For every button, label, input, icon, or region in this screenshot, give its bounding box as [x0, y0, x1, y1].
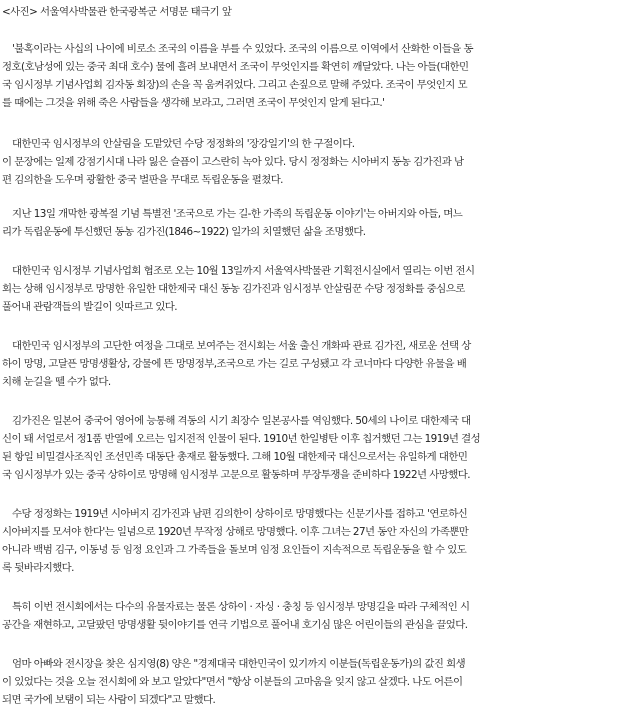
text-line: 국 임시정부가 있는 중국 상하이로 망명해 임시정부 고문으로 활동하며 무장투쟁을 준비하다 1922년 사망했다. [2, 469, 470, 481]
text-line: 김가진은 일본어 중국어 영어에 능통해 격동의 시기 최장수 일본공사를 역임했다. 50세의 나이로 대한제국 대 [12, 415, 471, 427]
text-line: 되면 국가에 보탬이 되는 사람이 되겠다"고 말했다. [2, 694, 216, 706]
text-line: 지난 13일 개막한 광복절 기념 특별전 '조국으로 가는 길-한 가족의 독립운동 이야기'는 아버지와 아들, 며느 [12, 208, 463, 220]
text-line: 수당 정정화는 1919년 시아버지 김가진과 남편 김의한이 상하이로 망명했다는 신문기사를 접하고 '연로하신 [12, 508, 468, 520]
photo-caption: <사진> 서울역사박물관 한국광복군 서명문 태극기 앞 [2, 6, 232, 18]
text-line: 편 김의한을 도우며 광활한 중국 벌판을 무대로 독립운동을 펼쳤다. [2, 174, 283, 186]
text-line: 정호(호남성에 있는 중국 최대 호수) 물에 흘려 보내면서 조국이 무엇인지를 확연히 깨달았다. 나는 아들(대한민 [2, 61, 469, 73]
text-line: 신이 돼 서얼로서 정1품 반열에 오르는 입지전적 인물이 된다. 1910년 한일병탄 이후 칩거했던 그는 1919년 결성 [2, 433, 481, 445]
paragraph [2, 135, 619, 189]
text-line: 를 때에는 그것을 위해 죽은 사람들을 생각해 보라고, 그러면 조국이 무엇인지 알게 된다고.' [2, 97, 385, 109]
paragraph [2, 337, 619, 391]
text-line: 하이 망명, 고달픈 망명생활상, 강물에 뜬 망명정부,조국으로 가는 길로 구성됐고 각 코너마다 다양한 유물을 배 [2, 358, 467, 370]
text-line: 공간을 재현하고, 고달팠던 망명생활 뒷이야기를 연극 기법으로 풀어내 호기심 많은 어린이들의 관심을 끌었다. [2, 619, 468, 631]
paragraph [2, 598, 619, 634]
text-line: 대한민국 임시정부 기념사업회 협조로 오는 10월 13일까지 서울역사박물관 기획전시실에서 열리는 이번 전시 [12, 265, 475, 277]
text-line: 엄마 아빠와 전시장을 찾은 심지영(8) 양은 "경제대국 대한민국이 있기까지 이분들(독립운동가)의 값진 희생 [12, 658, 466, 670]
text-line: 대한민국 임시정부의 고단한 여정을 그대로 보여주는 전시회는 서울 출신 개화파 관료 김가진, 새로운 선택 상 [12, 340, 471, 352]
text-line: 된 항일 비밀결사조직인 조선민족 대동단 총재로 활동했다. 그해 10월 대한제국 대신으로서는 유일하게 대한민 [2, 451, 468, 463]
text-line: 국 임시정부 기념사업회 김자동 회장)의 손을 꼭 움켜쥐었다. 그리고 손짚으로 말해 주었다. 조국이 무엇인지 모 [2, 79, 467, 91]
text-line: 리가 독립운동에 투신했던 동농 김가진(1846~1922) 일가의 치열했던 삶을 조명했다. [2, 226, 366, 238]
text-line: 아니라 백범 김구, 이동녕 등 임정 요인과 그 가족들을 돌보며 임정 요인들이 지속적으로 독립운동을 할 수 있도 [2, 544, 467, 556]
text-line: 회는 상해 임시정부로 망명한 유일한 대한제국 대신 동농 김가진과 임시정부 안살림꾼 수당 정정화를 중심으로 [2, 283, 465, 295]
text-line: 시아버지를 모셔야 한다'는 일념으로 1920년 무작정 상해로 망명했다. 이후 그녀는 27년 동안 자신의 가족뿐만 [2, 526, 469, 538]
text-line: 풀어내 관람객들의 발길이 잇따르고 있다. [2, 301, 178, 313]
paragraph [2, 505, 619, 577]
text-line: 록 뒷바라지했다. [2, 562, 74, 574]
paragraph [2, 262, 619, 316]
paragraph [2, 205, 619, 241]
text-line: 치해 눈길을 뗄 수가 없다. [2, 376, 111, 388]
text-line: 특히 이번 전시회에서는 다수의 유물자료는 물론 상하이 · 자싱 · 충칭 등 임시정부 망명길을 따라 구체적인 시 [12, 601, 470, 613]
paragraph [2, 412, 619, 484]
paragraph-quote [2, 40, 619, 112]
text-line: 이 문장에는 일제 강점기시대 나라 잃은 슬픔이 고스란히 녹아 있다. 당시 정정화는 시아버지 동농 김가진과 남 [2, 156, 464, 168]
text-line: 이 있었다는 것을 오늘 전시회에 와 보고 알았다"면서 "항상 이분들의 고마움을 잊지 않고 살겠다. 나도 어른이 [2, 676, 463, 688]
text-line: '불혹이라는 사십의 나이에 비로소 조국의 이름을 부를 수 있었다. 조국의 이름으로 이역에서 산화한 이들을 동 [12, 43, 474, 55]
paragraph [2, 655, 619, 709]
text-line: 대한민국 임시정부의 안살림을 도맡았던 수당 정정화의 '장강일기'의 한 구절이다. [12, 138, 355, 150]
